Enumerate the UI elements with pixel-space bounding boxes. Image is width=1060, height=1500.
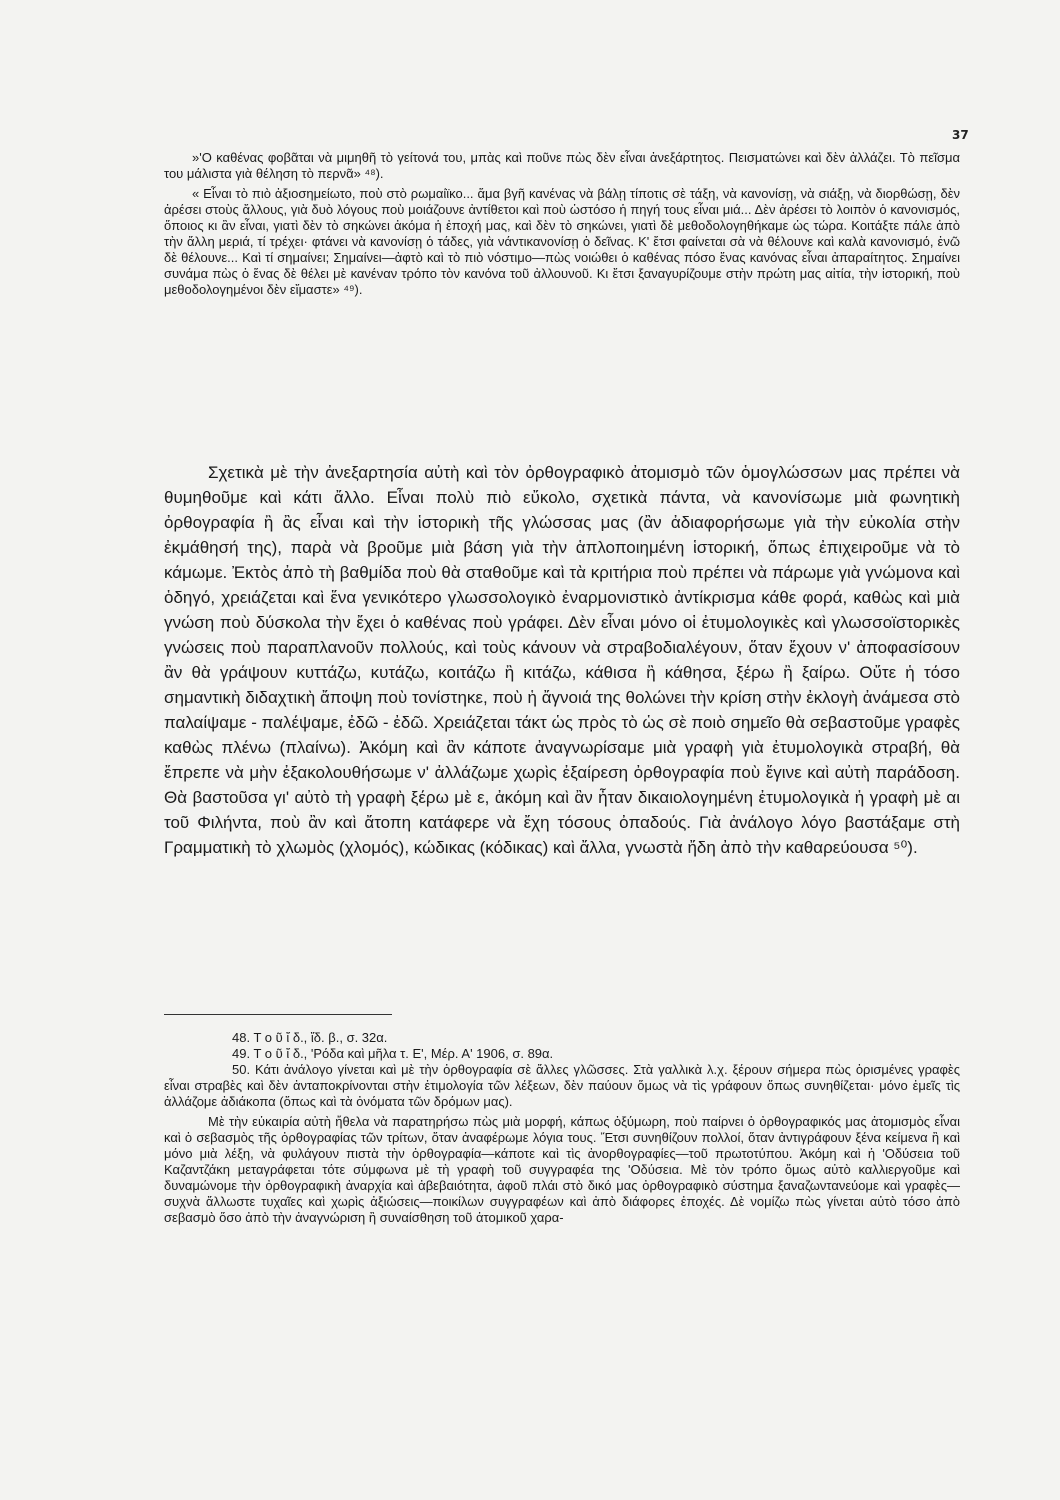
footnote-48: 48. Τ ο ῦ ἴ δ., ἴδ. β., σ. 32α. [232,1030,388,1045]
main-paragraph: Σχετικὰ μὲ τὴν ἀνεξαρτησία αὐτὴ καὶ τὸν ὀρθογραφικὸ ἀτομισμὸ τῶν ὁμογλώσσων μας πρέπει νὰ θυμηθοῦμε καὶ κάτι ἄλλο. Εἶναι πολὺ πιὸ εὔκολο, σχετικὰ πάντα, νὰ κανονίσωμε μιὰ φωνητικὴ ὀρθογραφία ἢ ἂς εἶναι καὶ τὴν ἱστορικὴ τῆς γλώσσας μας (ἂν ἀδιαφορήσωμε γιὰ τὴν εὐκολία στὴν ἐκμάθησή της), παρὰ νὰ βροῦμε μιὰ βάση γιὰ τὴν ἁπλοποιημένη ἱστορική, ὅπως ἐπιχειροῦμε νὰ τὸ κάμωμε. Ἐκτὸς ἀπὸ τὴ βαθμίδα ποὺ θὰ σταθοῦμε καὶ τὰ κριτήρια ποὺ πρέπει νὰ πάρωμε γιὰ γνώμονα καὶ ὁδηγό, χρειάζεται καὶ ἕνα γενικότερο γλωσσολογικὸ ἐναρμονιστικὸ ἀντίκρισμα κάθε φορά, καθὼς καὶ μιὰ γνώση ποὺ δύσκολα τὴν ἔχει ὁ καθένας ποὺ γράφει. Δὲν εἶναι μόνο οἱ ἐτυμολογικὲς καὶ γλωσσοϊστορικὲς γνώσεις ποὺ παραπλανοῦν πολλούς, καὶ τοὺς κάνουν νὰ στραβοδιαλέγουν, ὅταν ἔχουν ν' ἀποφασίσουν ἂν θὰ γράψουν κυττάζω, κυτάζω, κοιτάζω ἢ κιτάζω, κάθισα ἢ κάθησα, ξέρω ἢ ξαίρω. Οὔτε ἡ τόσο σημαντικὴ διδαχτικὴ ἄποψη ποὺ τονίστηκε, ποὺ ἡ ἄγνοιά της θολώνει τὴν κρίση στὴν ἐκλογὴ ἀνάμεσα στὸ παλαίψαμε - παλέψαμε, ἐδῶ - ἐδῶ. Χρειάζεται τάκτ ὡς πρὸς τὸ ὡς σὲ ποιὸ σημεῖο θὰ σεβαστοῦμε γραφὲς καθὼς πλένω (πλαίνω). Ἀκόμη καὶ ἂν κάποτε ἀναγνωρίσαμε μιὰ γραφὴ γιὰ ἐτυμολογικὰ στραβή, θὰ ἔπρεπε νὰ μὴν ἐξακολουθήσωμε ν' ἀλλάζωμε χωρὶς ἐξαίρεση ὀρθογραφία ποὺ ἔγινε καὶ αὐτὴ παράδοση. Θὰ βαστοῦσα γι' αὐτὸ τὴ γραφὴ ξέρω μὲ ε, ἀκόμη καὶ ἂν ἦταν δικαιολογημένη ἐτυμολογικὰ ἡ γραφὴ μὲ αι τοῦ Φιλήντα, ποὺ ἂν καὶ ἄτοπη κατάφερε νὰ ἔχη τόσους ὀπαδούς. Γιὰ ἀνάλογο λόγο βαστάξαμε στὴ Γραμματικὴ τὸ χλωμὸς (χλομός), κώδικας (κόδικας) καὶ ἄλλα, γνωστὰ ἤδη ἀπὸ τὴν καθαρεύουσα ⁵⁰). [164,463,960,857]
footnote-divider [164,1014,392,1015]
quote-paragraph-1: »'Ο καθένας φοβᾶται νὰ μιμηθῆ τὸ γείτονά του, μπὰς καὶ ποῦνε πὼς δὲν εἶναι ἀνεξάρτητος. Πεισματώνει καὶ δὲν ἀλλάζει. Τὸ πεῖσμα του μάλιστα γιὰ θέληση τὸ περνᾶ» ⁴⁸). [164,150,960,181]
quotation-block [164,150,960,298]
footnotes [164,1030,960,1226]
footnote-50-continuation: Μὲ τὴν εὐκαιρία αὐτὴ ἤθελα νὰ παρατηρήσω πὼς μιὰ μορφή, κάπως ὀξύμωρη, ποὺ παίρνει ὁ ὀρθογραφικός μας ἀτομισμὸς εἶναι καὶ ὁ σεβασμὸς τῆς ὀρθογραφίας τῶν τρίτων, ὅταν ἀναφέρωμε λόγια τους. Ἔτσι συνηθίζουν πολλοί, ὅταν ἀντιγράφουν ξένα κείμενα ἢ καὶ μόνο μιὰ λέξη, νὰ φυλάγουν πιστὰ τὴν ὀρθογραφία—κάποτε καὶ τὶς ἀνορθογραφίες—τοῦ πρωτοτύπου. Ἀκόμη καὶ ἡ 'Οδύσεια τοῦ Καζαντζάκη μεταγράφεται τότε σύμφωνα μὲ τὴ γραφὴ τοῦ συγγραφέα της 'Οδύσεια. Μὲ τὸν τρόπο ὅμως αὐτὸ καλλιεργοῦμε καὶ δυναμώνομε τὴν ὀρθογραφικὴ ἀναρχία καὶ ἀβεβαιότητα, ἀφοῦ πλάι στὸ δικό μας ὀρθογραφικὸ σύστημα ξαναζωντανεύομε καὶ γραφὲς—συχνὰ ἄλλωστε τυχαῖες καὶ χωρὶς ἀξιώσεις—ποικίλων συγγραφέων καὶ ἀπὸ διάφορες ἐποχές. Δὲ νομίζω πὼς γίνεται αὐτὸ τόσο ἀπὸ σεβασμὸ ὅσο ἀπὸ τὴν ἀναγνώριση ἢ συναίσθηση τοῦ ἀτομικοῦ χαρα- [164,1114,960,1225]
page-number: 37 [952,128,969,142]
quote-paragraph-2: « Εἶναι τὸ πιὸ ἀξιοσημείωτο, ποὺ στὸ ρωμαίϊκο... ἅμα βγῆ κανένας νὰ βάλῃ τίποτις σὲ τάξη, νὰ κανονίσῃ, νὰ σιάξῃ, νὰ διορθώσῃ, δὲν ἀρέσει στοὺς ἄλλους, γιὰ δυὸ λόγους ποὺ μοιάζουνε ἀντίθετοι καὶ ποὺ ὡστόσο ἡ πηγή τους εἶναι μιά... Δὲν ἀρέσει τὸ λοιπὸν ὁ κανονισμός, ὅποιος κι ἂν εἶναι, γιατὶ δὲν τὸ σηκώνει ἀκόμα ἡ ἐποχή μας, καὶ δὲν τὸ σηκώνει, γιατὶ δὲ μεθοδολογηθήκαμε ὡς τώρα. Κοιτάξτε πάλε ἀπὸ τὴν ἄλλη μεριά, τί τρέχει· φτάνει νὰ κανονίσῃ ὁ τάδες, γιὰ νάντικανονίσῃ ὁ δεῖνας. Κ' ἔτσι φαίνεται σὰ νὰ θέλουνε καὶ καλὰ κανονισμό, ἐνῶ δὲ θέλουνε... Καὶ τί σημαίνει; Σημαίνει—ἀφτὸ καὶ τὸ πιὸ νόστιμο—πὼς νοιώθει ὁ καθένας πόσο ἕνας κανόνας εἶναι ἀπαραίτητος. Σημαίνει συνάμα πὼς ὁ ἕνας δὲ θέλει μὲ κανέναν τρόπο τὸν κανόνα τοῦ ἀλλουνοῦ. Κι ἔτσι ξαναγυρίζουμε στὴν πρώτη μας αἰτία, τὴν ἱστορική, ποὺ μεθοδολογημένοι δὲν εἴμαστε» ⁴⁹). [164,186,960,297]
main-text [164,460,960,860]
footnote-50: 50. Κάτι ἀνάλογο γίνεται καὶ μὲ τὴν ὀρθογραφία σὲ ἄλλες γλῶσσες. Στὰ γαλλικὰ λ.χ. ξέρουν σήμερα πὼς ὁρισμένες γραφὲς εἶναι στραβὲς καὶ δὲν ἀνταποκρίνονται στὴν ἐτιμολογία τῶν λέξεων, δὲν παύουν ὅμως νὰ τὶς γράφουν ὅπως συνηθίζεται· μόνο ἐμεῖς τὶς ἀλλάζομε ἀδιάκοπα (ὅπως καὶ τὰ ὀνόματα τῶν δρόμων μας). [164,1062,960,1109]
footnote-49: 49. Τ ο ῦ ἴ δ., 'Ρόδα καὶ μῆλα τ. Ε', Μέρ. Α' 1906, σ. 89α. [232,1046,554,1061]
